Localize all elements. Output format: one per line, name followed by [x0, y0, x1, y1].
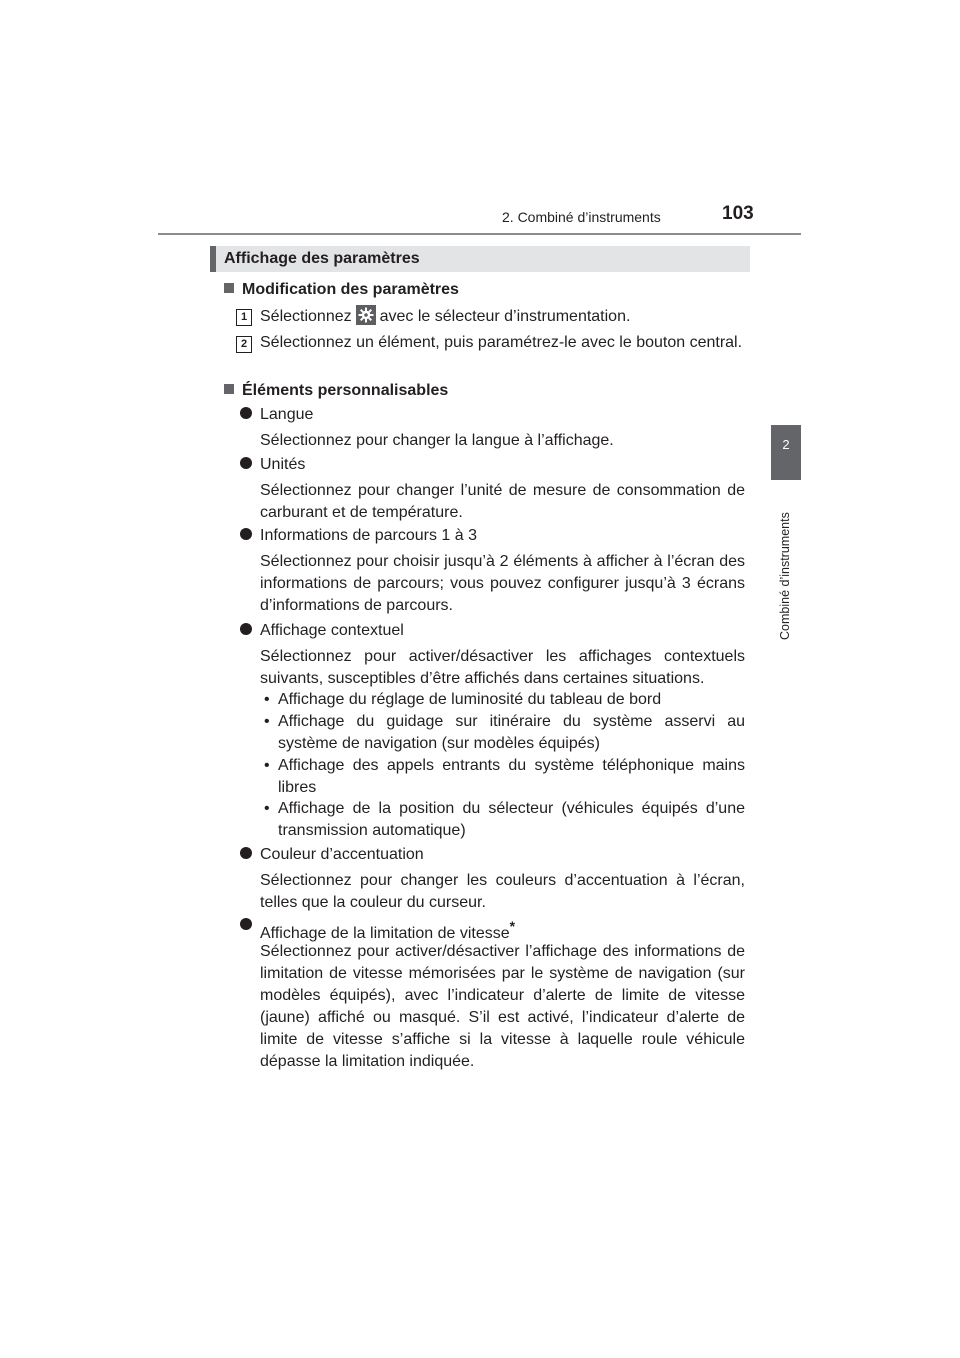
list-item-langue — [240, 404, 314, 426]
gear-settings-icon — [356, 305, 376, 325]
list-item-contextuel — [240, 620, 404, 642]
round-bullet-icon — [240, 457, 252, 469]
sub-bullet — [264, 798, 746, 839]
side-chapter-label: Combiné d’instruments — [778, 512, 792, 640]
item-desc: Sélectionnez pour changer l’unité de mesure de consommation de carburant et de température. — [260, 482, 745, 521]
step-number-2: 2 — [236, 336, 252, 353]
side-chapter-tab — [771, 425, 801, 480]
section-heading-box — [210, 246, 750, 272]
sub-bullet — [264, 755, 746, 796]
side-chapter-label-container — [780, 490, 798, 650]
item-label: Couleur d’accentuation — [260, 846, 424, 863]
item-label: Affichage de la limitation de vitesse — [260, 925, 510, 942]
item-desc: Sélectionnez pour activer/désactiver les affichages contextuels suivants, susceptibles d’être affichés dans certaines situations. — [260, 648, 745, 687]
step-number-1: 1 — [236, 309, 252, 326]
footnote-asterisk: * — [509, 918, 516, 934]
custom-title: Éléments personnalisables — [242, 382, 449, 399]
subsection-modification — [224, 279, 459, 301]
item-label: Affichage contextuel — [260, 622, 404, 639]
item-label: Unités — [260, 456, 306, 473]
round-bullet-icon — [240, 528, 252, 540]
subsection-custom — [224, 380, 448, 402]
square-bullet-icon — [224, 384, 234, 394]
round-bullet-icon — [240, 918, 252, 930]
sub-bullet-text: Affichage de la position du sélecteur (véhicules équipés d’une transmission automatique) — [278, 800, 745, 839]
sub-bullet — [264, 689, 746, 711]
step2-text: Sélectionnez un élément, puis paramétrez-le avec le bouton central. — [260, 334, 743, 351]
item-label: Informations de parcours 1 à 3 — [260, 527, 478, 544]
item-desc: Sélectionnez pour changer les couleurs d’accentuation à l’écran, telles que la couleur du curseur. — [260, 872, 745, 911]
sub-bullet — [264, 711, 746, 752]
step-2 — [236, 332, 746, 354]
round-bullet-icon — [240, 847, 252, 859]
modification-title: Modification des paramètres — [242, 281, 459, 298]
page-number: 103 — [722, 203, 754, 224]
list-item-parcours — [240, 525, 478, 547]
list-item-couleur — [240, 844, 424, 866]
side-tab-number: 2 — [782, 437, 790, 452]
sub-bullet-dot: • — [264, 757, 270, 774]
sub-bullet-text: Affichage des appels entrants du système téléphonique mains libres — [278, 757, 745, 796]
step-1 — [236, 305, 746, 327]
list-item-unites — [240, 454, 306, 476]
item-label: Langue — [260, 406, 314, 423]
sub-bullet-text: Affichage du guidage sur itinéraire du système asservi au système de navigation (sur modèles équipés) — [278, 713, 745, 752]
round-bullet-icon — [240, 407, 252, 419]
header-divider — [158, 233, 801, 235]
square-bullet-icon — [224, 283, 234, 293]
sub-bullet-dot: • — [264, 713, 270, 730]
header-chapter: 2. Combiné d’instruments — [502, 209, 661, 225]
sub-bullet-text: Affichage du réglage de luminosité du tableau de bord — [278, 691, 662, 708]
sub-bullet-dot: • — [264, 691, 270, 708]
section-title: Affichage des paramètres — [224, 250, 420, 267]
item-desc: Sélectionnez pour activer/désactiver l’affichage des informations de limitation de vitesse mémorisées par le système de navigation (sur modèles équipés), avec l’indicateur d’alerte de limite de vitesse (jaune) affiché ou masqué. S’il est activé, l’indicateur d’alerte de limite de vitesse s’affiche si la vitesse à laquelle roule véhicule dépasse la limitation indiquée. — [260, 943, 745, 1070]
round-bullet-icon — [240, 623, 252, 635]
item-desc: Sélectionnez pour changer la langue à l’affichage. — [260, 432, 614, 449]
item-desc: Sélectionnez pour choisir jusqu’à 2 éléments à afficher à l’écran des informations de parcours; vous pouvez configurer jusqu’à 3 écrans d’informations de parcours. — [260, 553, 745, 614]
list-item-limitation — [240, 915, 516, 942]
sub-bullet-dot: • — [264, 800, 270, 817]
step1-text-b: avec le sélecteur d’instrumentation. — [379, 308, 631, 325]
step1-text-a: Sélectionnez — [260, 308, 352, 325]
